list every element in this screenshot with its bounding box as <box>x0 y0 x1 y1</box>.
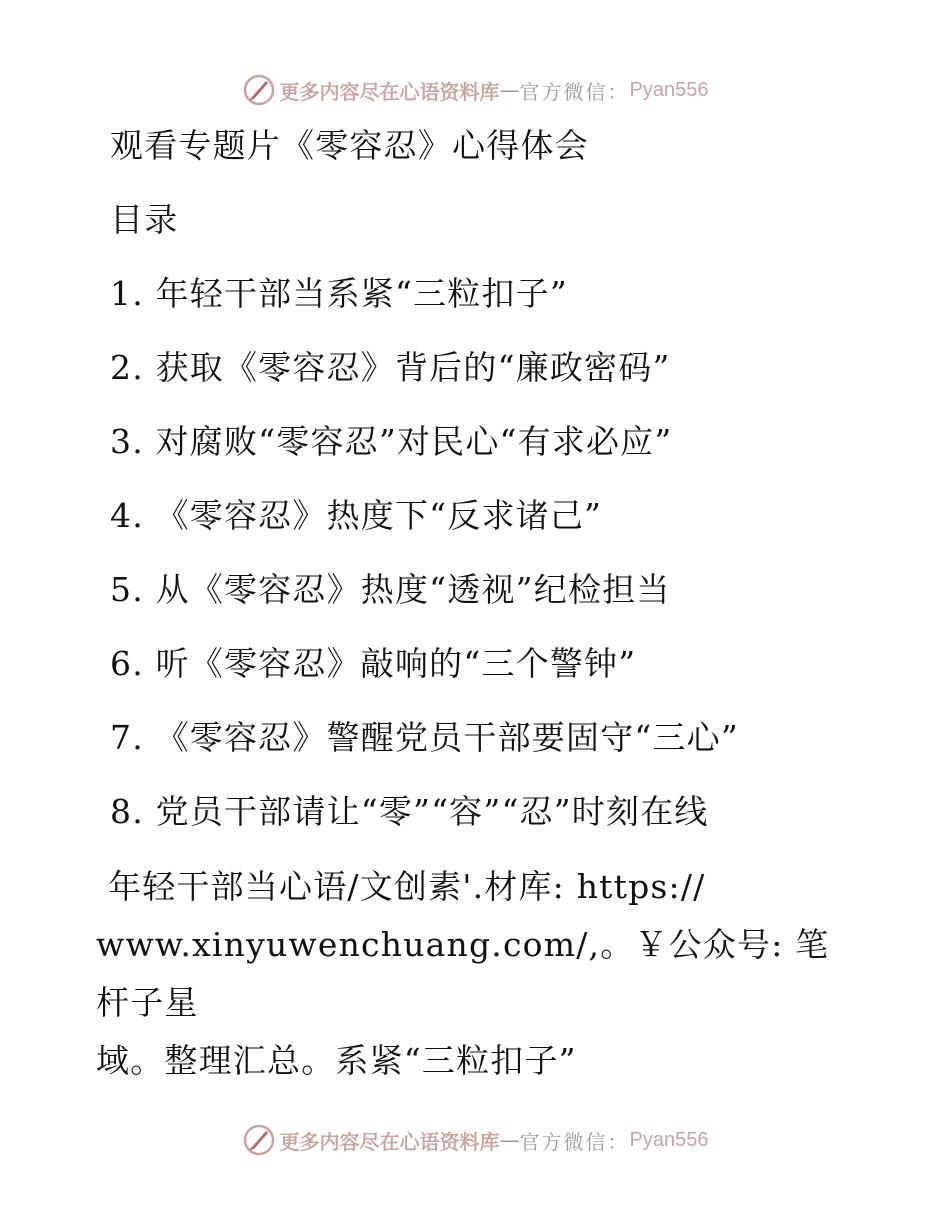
toc-item-6: 6. 听《零容忍》敲响的“三个警钟” <box>110 644 637 683</box>
toc-item-7: 7. 《零容忍》警醒党员干部要固守“三心” <box>110 718 739 757</box>
watermark-label: 官方微信： <box>519 79 630 104</box>
toc-item-8: 8. 党员干部请让“零”“容”“忍”时刻在线 <box>110 792 709 831</box>
header-watermark <box>0 70 950 110</box>
quill-logo-icon <box>242 73 276 107</box>
toc-item-3: 3. 对腐败“零容忍”对民心“有求必应” <box>110 422 673 461</box>
watermark-separator: — <box>499 78 520 102</box>
watermark-id: Pyan556 <box>629 1128 709 1151</box>
quill-logo-icon <box>242 1123 276 1157</box>
footer-watermark <box>0 1120 950 1160</box>
paragraph-line-3: 域。整理汇总。系紧“三粒扣子” <box>96 1041 577 1080</box>
watermark-text: 更多内容尽在心语资料库 <box>279 1129 500 1154</box>
paragraph-line-2: www.xinyuwenchuang.com/,。￥公众号: 笔杆子星 <box>96 925 830 1022</box>
watermark-id: Pyan556 <box>629 78 709 101</box>
document-title: 观看专题片《零容忍》心得体会 <box>110 126 589 165</box>
toc-item-4: 4. 《零容忍》热度下“反求诸己” <box>110 496 603 535</box>
watermark-label: 官方微信： <box>519 1129 630 1154</box>
watermark-text: 更多内容尽在心语资料库 <box>279 79 500 104</box>
toc-item-5: 5. 从《零容忍》热度“透视”纪检担当 <box>110 570 671 609</box>
toc-item-1: 1. 年轻干部当系紧“三粒扣子” <box>110 274 568 313</box>
watermark-separator: — <box>499 1128 520 1152</box>
toc-item-2: 2. 获取《零容忍》背后的“廉政密码” <box>110 348 671 387</box>
body-paragraph <box>96 858 856 1090</box>
toc-heading: 目录 <box>110 200 179 239</box>
paragraph-line-1: 年轻干部当心语/文创素'.材库: https:// <box>108 867 706 906</box>
